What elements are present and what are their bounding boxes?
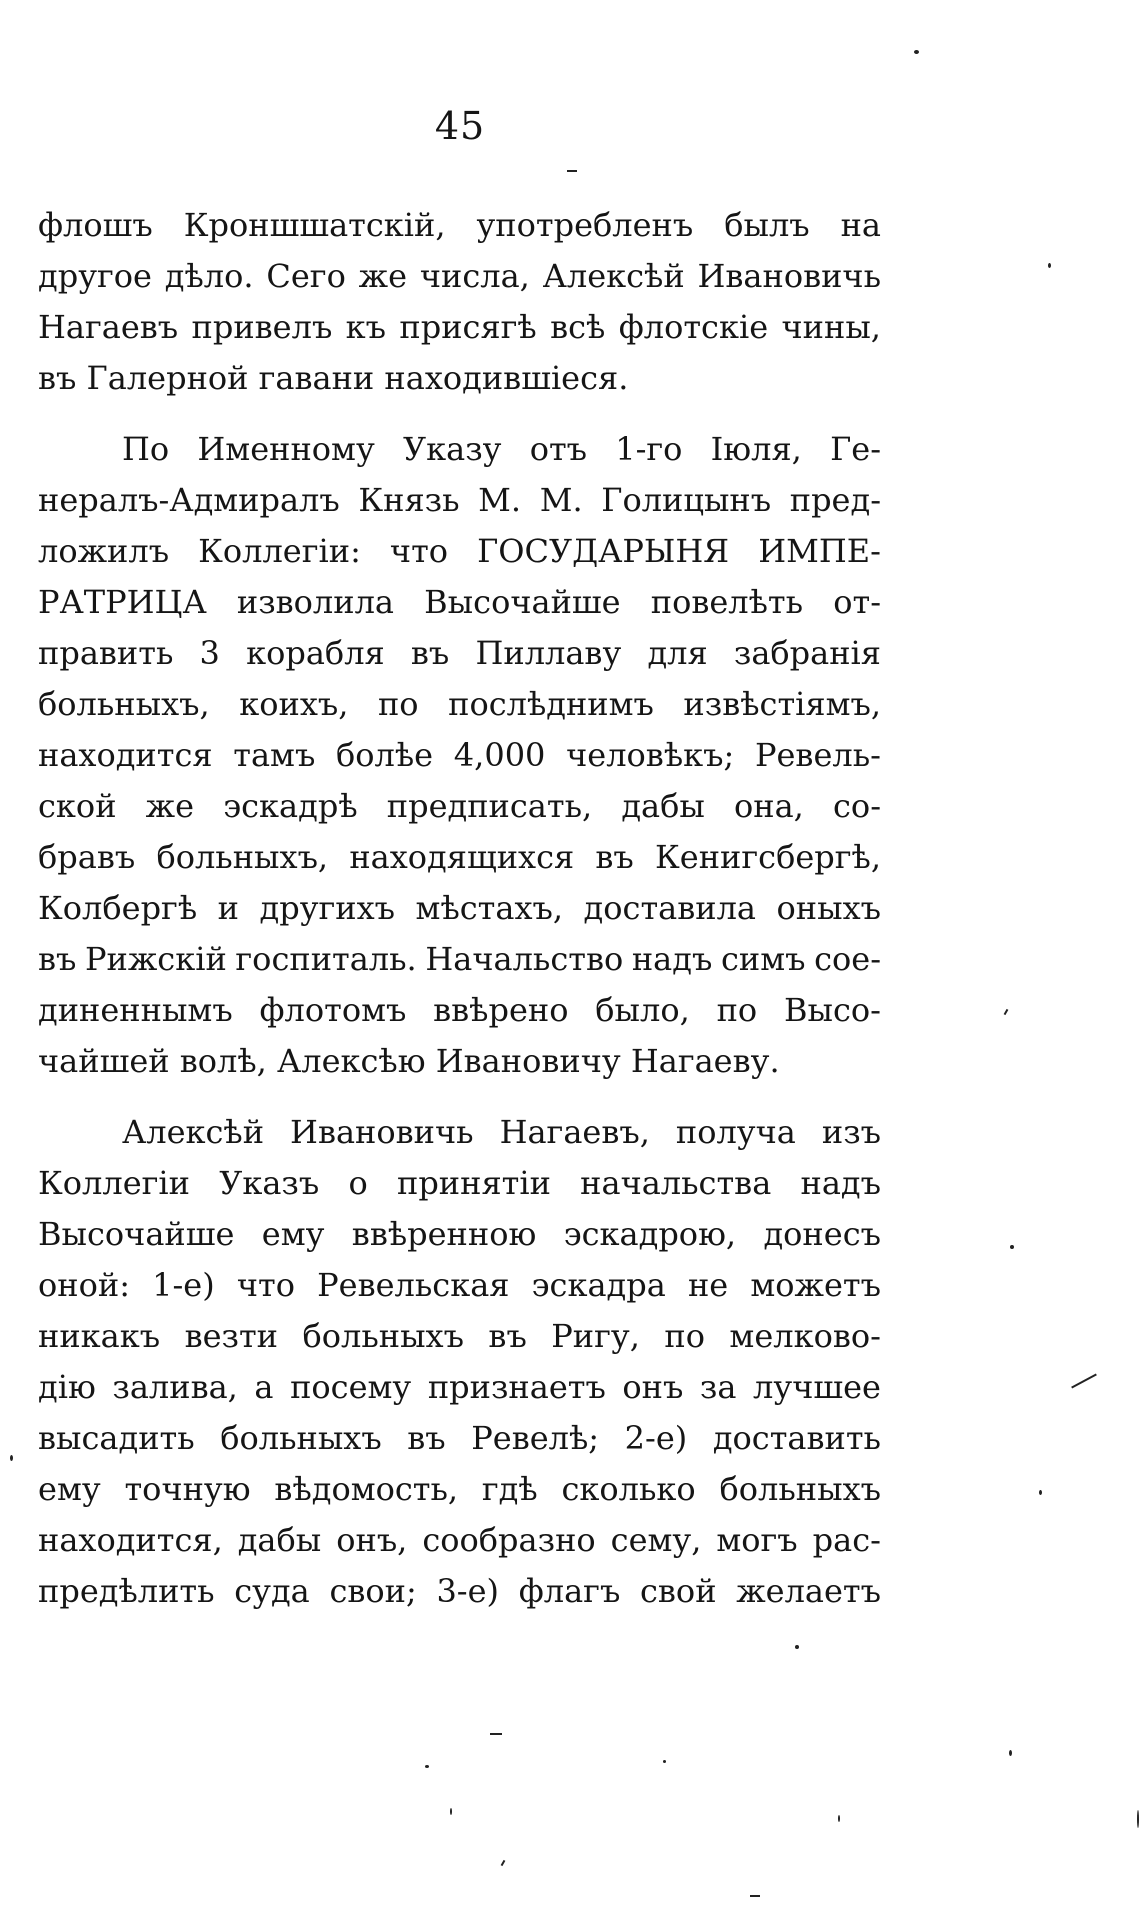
text-line: нералъ-Адмиралъ Князь М. М. Голицынъ пред- xyxy=(38,481,881,519)
text-line: чайшей волѣ, Алексѣю Ивановичу Нагаеву. xyxy=(38,1042,780,1080)
text-line: находится, дабы онъ, сообразно сему, могъ рас- xyxy=(38,1521,881,1559)
scan-speck xyxy=(914,50,919,54)
scan-speck xyxy=(1039,1490,1042,1495)
paragraph-gap xyxy=(38,1087,881,1107)
text-line: ской же эскадрѣ предписать, дабы она, со- xyxy=(38,787,881,825)
text-line: Колбергѣ и другихъ мѣстахъ, доставила оныхъ xyxy=(38,889,881,927)
scan-speck xyxy=(450,1808,452,1815)
text-line: другое дѣло. Сего же числа, Алексѣй Ивановичь xyxy=(38,257,881,295)
text-line: въ Рижскій госпиталь. Начальство надъ симъ сое- xyxy=(38,940,881,978)
scan-speck xyxy=(1009,1750,1012,1756)
text-line: ложилъ Коллегіи: что ГОСУДАРЫНЯ ИМПЕ- xyxy=(38,532,881,570)
scan-mark xyxy=(750,1895,760,1897)
page-number: 45 xyxy=(434,104,486,148)
scan-speck xyxy=(838,1815,840,1822)
text-line: дію залива, а посему признаетъ онъ за лучшее xyxy=(38,1368,881,1406)
scan-speck xyxy=(10,1455,13,1461)
text-line: По Именному Указу отъ 1-го Іюля, Ге- xyxy=(122,430,881,468)
text-line: больныхъ, коихъ, по послѣднимъ извѣстіямъ, xyxy=(38,685,881,723)
text-line: оной: 1-е) что Ревельская эскадра не можетъ xyxy=(38,1266,881,1304)
text-line: Коллегіи Указъ о принятіи начальства надъ xyxy=(38,1164,881,1202)
scan-speck xyxy=(1137,1810,1139,1828)
body-text xyxy=(38,200,881,1617)
paragraph-gap xyxy=(38,404,881,424)
scan-mark xyxy=(501,1860,506,1866)
text-line: ему точную вѣдомость, гдѣ сколько больныхъ xyxy=(38,1470,881,1508)
scan-mark xyxy=(490,1733,502,1735)
text-line: бравъ больныхъ, находящихся въ Кенигсбергѣ, xyxy=(38,838,881,876)
text-line: предѣлить суда свои; 3-е) флагъ свой желаетъ xyxy=(38,1572,881,1610)
scan-speck xyxy=(425,1765,429,1768)
text-line: править 3 корабля въ Пиллаву для забранія xyxy=(38,634,881,672)
text-line: никакъ везти больныхъ въ Ригу, по мелково- xyxy=(38,1317,881,1355)
text-line: диненнымъ флотомъ ввѣрено было, по Высо- xyxy=(38,991,881,1029)
scan-speck xyxy=(1010,1245,1014,1249)
text-line: въ Галерной гавани находившіеся. xyxy=(38,359,629,397)
scan-speck xyxy=(663,1760,666,1763)
text-line: высадить больныхъ въ Ревелѣ; 2-е) доставить xyxy=(38,1419,881,1457)
scan-speck xyxy=(1048,263,1051,268)
text-line: Алексѣй Ивановичь Нагаевъ, получа изъ xyxy=(122,1113,881,1151)
text-line: РАТРИЦА изволила Высочайше повелѣть от- xyxy=(38,583,881,621)
scan-mark xyxy=(567,170,577,172)
text-line: флошъ Кроншшатскій, употребленъ былъ на xyxy=(38,206,881,244)
text-line: находится тамъ болѣе 4,000 человѣкъ; Ревель- xyxy=(38,736,881,774)
text-line: Высочайше ему ввѣренною эскадрою, донесъ xyxy=(38,1215,881,1253)
scan-mark xyxy=(1004,1009,1009,1015)
scan-mark xyxy=(1071,1374,1097,1389)
scan-speck xyxy=(795,1645,799,1649)
text-line: Нагаевъ привелъ къ присягѣ всѣ флотскіе чины, xyxy=(38,308,881,346)
